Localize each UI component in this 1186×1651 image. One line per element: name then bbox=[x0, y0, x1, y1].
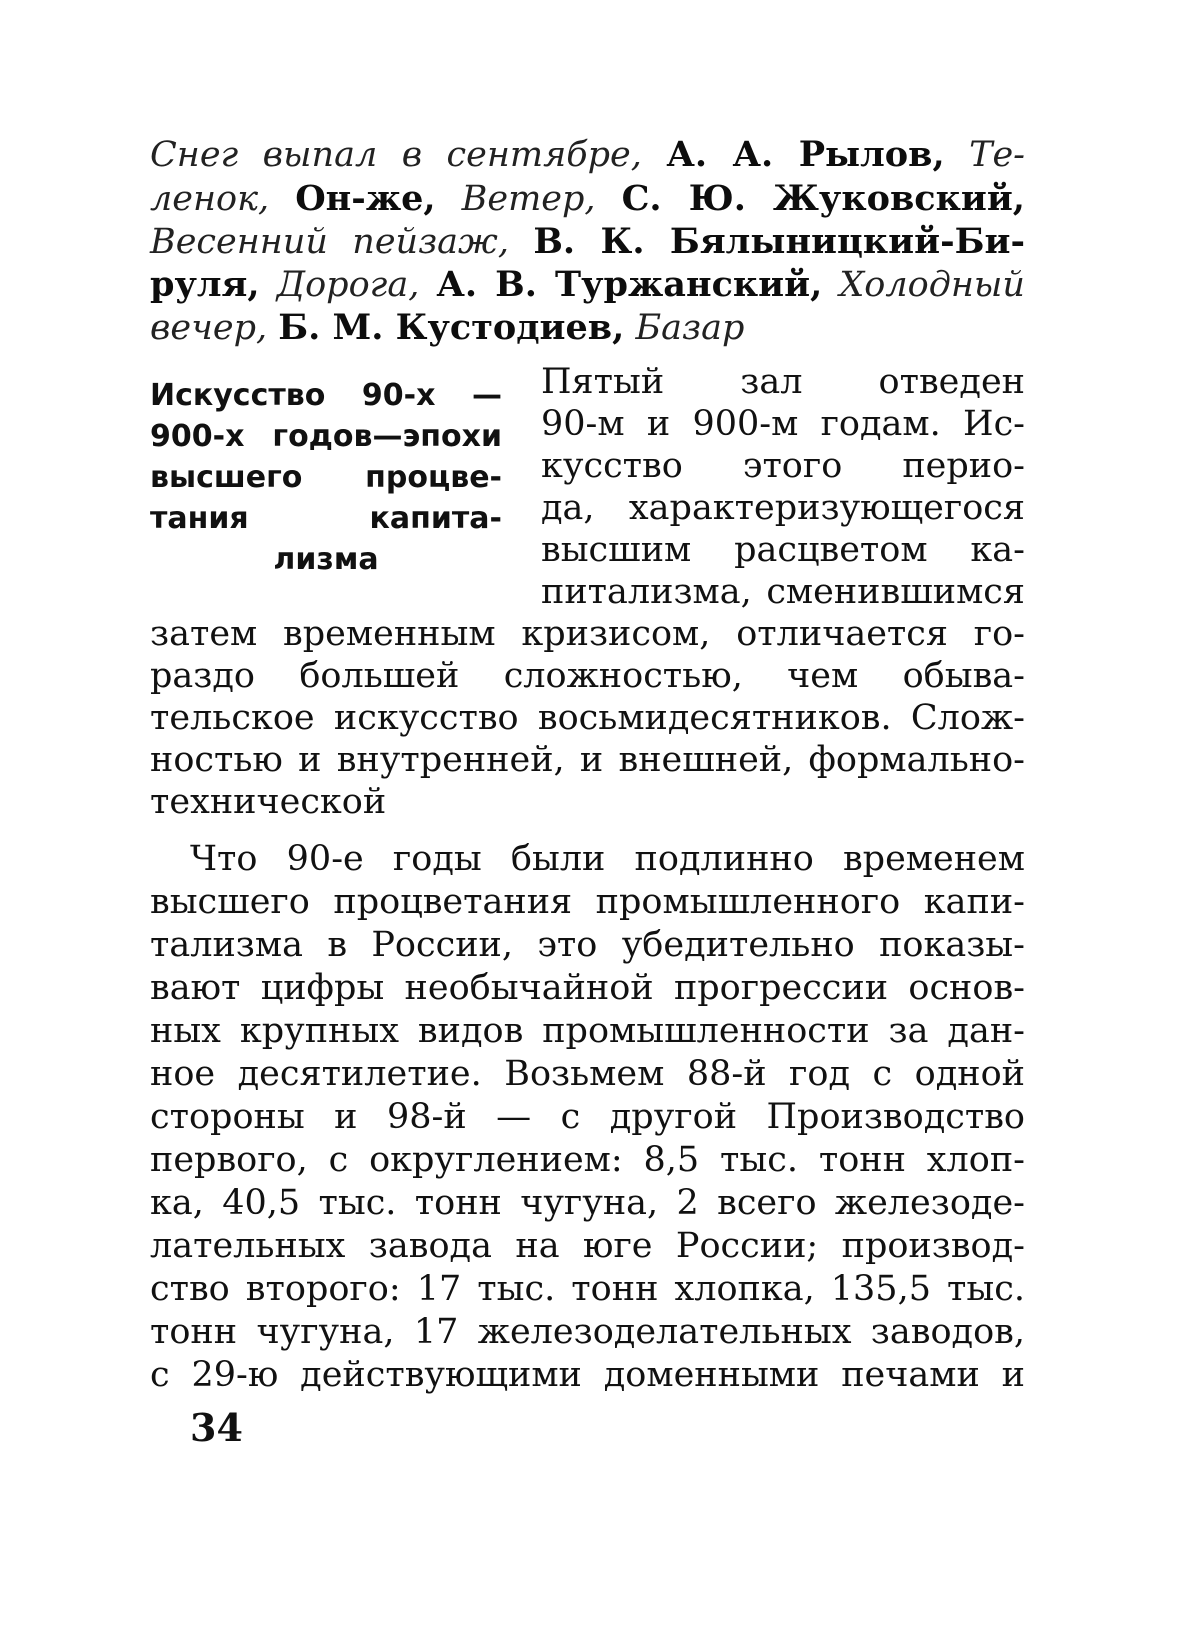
text-line: тализма в России, это убедительно показы- bbox=[150, 925, 1025, 965]
works-line bbox=[150, 263, 1025, 307]
text-line: Пятый зал отведен bbox=[541, 362, 1025, 402]
side-heading-line: 900-х годов—эпохи bbox=[150, 419, 502, 454]
artist-name: руля, bbox=[150, 264, 260, 305]
text-line: да, характеризующегося bbox=[541, 488, 1025, 528]
text-line: технической bbox=[150, 782, 387, 822]
painting-title: Те- bbox=[969, 135, 1025, 175]
text-line: ное десятилетие. Возьмем 88-й год с одной bbox=[150, 1054, 1025, 1094]
side-heading-line: высшего процве- bbox=[150, 460, 502, 495]
painting-title: Весенний пейзаж, bbox=[150, 222, 509, 262]
text-line: вают цифры необычайной прогрессии основ- bbox=[150, 968, 1025, 1008]
painting-title: ленок, bbox=[150, 179, 270, 219]
text-line: питализма, сменившимся bbox=[541, 572, 1025, 612]
works-line bbox=[150, 306, 1025, 350]
section-side-heading bbox=[150, 375, 502, 580]
painting-title: Базар bbox=[635, 308, 745, 348]
painting-title: Снег выпал в сентябре, bbox=[150, 135, 642, 175]
text-line: раздо большей сложностью, чем обыва- bbox=[150, 656, 1025, 696]
text-line: с 29-ю действующими доменными печами и bbox=[150, 1355, 1025, 1395]
painting-title: Дорога, bbox=[276, 265, 420, 305]
side-heading-line: лизма bbox=[273, 542, 379, 577]
text-line: ство второго: 17 тыс. тонн хлопка, 135,5 тыс. bbox=[150, 1269, 1025, 1309]
text-line: высшим расцветом ка- bbox=[541, 530, 1025, 570]
side-heading-line: тания капита- bbox=[150, 501, 502, 536]
text-line: тельское искусство восьмидесятников. Слож- bbox=[150, 698, 1025, 738]
text-line: высшего процветания промышленного капи- bbox=[150, 882, 1025, 922]
text-line: тонн чугуна, 17 железоделательных заводов, bbox=[150, 1312, 1025, 1352]
text-line: ностью и внутренней, и внешней, формально- bbox=[150, 740, 1025, 780]
text-line: затем временным кризисом, отличается го- bbox=[150, 614, 1025, 654]
text-line: лательных завода на юге России; производ- bbox=[150, 1226, 1025, 1266]
text-line: первого, с округлением: 8,5 тыс. тонн хлоп- bbox=[150, 1140, 1025, 1180]
text-line: Что 90-е годы были подлинно временем bbox=[190, 839, 1025, 879]
artist-name: А. В. Туржанский, bbox=[436, 264, 823, 305]
artist-name: Б. М. Кустодиев, bbox=[278, 307, 625, 348]
works-line bbox=[150, 133, 1025, 177]
painting-title: Ветер, bbox=[461, 179, 596, 219]
artist-name: В. К. Бялыницкий-Би- bbox=[533, 221, 1025, 262]
text-line: стороны и 98-й — с другой Производство bbox=[150, 1097, 1025, 1137]
works-line bbox=[150, 220, 1025, 264]
artist-name: А. А. Рылов, bbox=[666, 134, 945, 175]
text-line: ных крупных видов промышленности за дан- bbox=[150, 1011, 1025, 1051]
artist-name: Он-же, bbox=[295, 178, 436, 219]
works-line bbox=[150, 177, 1025, 221]
text-line: кусство этого перио- bbox=[541, 446, 1025, 486]
side-heading-line: Искусство 90-х — bbox=[150, 378, 502, 413]
artist-name: С. Ю. Жуковский, bbox=[621, 178, 1025, 219]
page-number: 34 bbox=[190, 1405, 243, 1450]
painting-title: вечер, bbox=[150, 308, 268, 348]
text-line: 90-м и 900-м годам. Ис- bbox=[541, 404, 1025, 444]
text-line: ка, 40,5 тыс. тонн чугуна, 2 всего железоде- bbox=[150, 1183, 1025, 1223]
painting-title: Холодный bbox=[839, 265, 1025, 305]
